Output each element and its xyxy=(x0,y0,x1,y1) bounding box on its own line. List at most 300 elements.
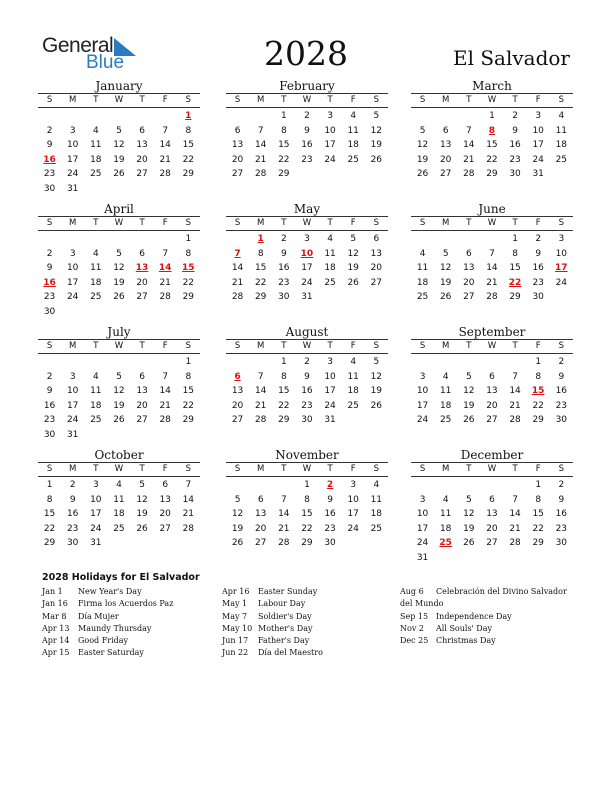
day-cell: 29 xyxy=(509,292,521,302)
weekday-label: T xyxy=(512,95,518,105)
day-cell: 25 xyxy=(347,400,359,411)
weekday-label: T xyxy=(512,464,518,474)
day-cell xyxy=(226,109,249,124)
month-title: March xyxy=(472,79,512,93)
month-title: July xyxy=(107,325,131,339)
day-cell: 1 xyxy=(280,357,287,367)
month-april xyxy=(38,202,200,319)
week-row xyxy=(226,522,388,537)
day-cell xyxy=(107,109,130,124)
day-cell: 26 xyxy=(113,169,125,179)
week-row xyxy=(38,413,200,428)
day-cell: 16 xyxy=(555,386,568,396)
holiday-name: Soldier's Day xyxy=(258,611,312,621)
day-cell: 10 xyxy=(555,248,568,259)
weekday-label: S xyxy=(419,464,426,474)
day-cell xyxy=(249,478,272,493)
day-cell: 22 xyxy=(278,400,290,411)
week-row xyxy=(411,290,573,305)
weekday-label: F xyxy=(535,218,541,228)
month-september xyxy=(411,325,573,428)
weekday-label: M xyxy=(69,464,77,474)
day-cell: 2 xyxy=(512,111,518,121)
day-cell: 22 xyxy=(182,400,195,411)
day-cell: 28 xyxy=(463,169,475,179)
week-row xyxy=(226,247,388,262)
holiday-name: Father's Day xyxy=(258,636,310,646)
day-cell: 22 xyxy=(182,154,195,165)
day-cell: 22 xyxy=(486,154,498,165)
day-cell: 16 xyxy=(278,263,290,273)
weekday-label: M xyxy=(257,464,265,474)
weekday-label: S xyxy=(373,464,380,474)
weekday-label: F xyxy=(350,218,356,228)
holiday-day: 25 xyxy=(439,538,452,548)
day-cell: 28 xyxy=(254,169,267,179)
day-cell: 15 xyxy=(301,509,313,519)
week-row xyxy=(226,507,388,522)
day-cell: 10 xyxy=(66,140,79,150)
day-cell xyxy=(61,355,84,370)
day-cell: 5 xyxy=(373,111,380,121)
day-cell: 6 xyxy=(373,234,380,244)
day-cell: 31 xyxy=(532,169,544,179)
day-cell: 23 xyxy=(509,154,521,165)
holiday-entry xyxy=(400,611,570,623)
day-cell xyxy=(319,167,342,182)
day-cell: 15 xyxy=(182,386,195,396)
weekday-label: S xyxy=(373,95,380,105)
day-cell: 29 xyxy=(254,292,267,302)
holiday-name: All Souls' Day xyxy=(436,623,492,633)
weekday-label: W xyxy=(114,464,124,474)
day-cell: 19 xyxy=(463,523,475,534)
day-cell: 22 xyxy=(43,523,56,534)
weekday-label: T xyxy=(466,218,472,228)
day-cell: 20 xyxy=(159,509,171,519)
day-cell: 24 xyxy=(66,415,79,425)
day-cell: 23 xyxy=(43,415,56,425)
day-cell: 20 xyxy=(136,277,148,288)
week-row xyxy=(226,478,388,493)
day-cell: 21 xyxy=(231,277,244,288)
holiday-name: Good Friday xyxy=(78,636,129,646)
day-cell xyxy=(480,355,503,370)
logo-general-text: General xyxy=(42,34,114,57)
week-row xyxy=(38,384,200,399)
day-cell xyxy=(249,109,272,124)
week-row xyxy=(411,522,573,537)
holiday-date: Aug 6 xyxy=(400,587,424,596)
day-cell: 14 xyxy=(278,509,290,519)
weekday-label: T xyxy=(327,464,333,474)
day-cell: 20 xyxy=(486,523,498,534)
day-cell xyxy=(38,232,61,247)
month-october xyxy=(38,448,200,551)
day-cell: 19 xyxy=(136,509,148,519)
week-row xyxy=(411,232,573,247)
day-cell xyxy=(550,167,573,182)
week-row xyxy=(226,399,388,414)
day-cell: 7 xyxy=(162,371,169,382)
day-cell: 30 xyxy=(43,183,56,194)
weekday-label: S xyxy=(46,341,53,351)
month-august xyxy=(226,325,388,428)
day-cell: 16 xyxy=(301,140,313,150)
day-cell xyxy=(480,232,503,247)
day-cell: 11 xyxy=(416,263,429,273)
week-row xyxy=(38,232,200,247)
day-cell: 4 xyxy=(442,494,449,505)
holiday-entry xyxy=(42,598,173,610)
weekday-label: F xyxy=(535,464,541,474)
weekday-label: F xyxy=(162,218,168,228)
weekday-label: M xyxy=(69,218,77,228)
day-cell: 2 xyxy=(558,480,565,490)
day-cell: 11 xyxy=(324,248,336,259)
day-cell xyxy=(107,305,130,320)
day-cell: 8 xyxy=(185,248,192,259)
weekday-label: W xyxy=(487,341,497,351)
weekday-label: F xyxy=(350,464,356,474)
weekday-label: T xyxy=(512,218,518,228)
day-cell: 7 xyxy=(512,494,518,505)
month-february xyxy=(226,79,388,182)
day-cell: 5 xyxy=(350,234,357,244)
day-cell xyxy=(177,428,200,443)
day-cell: 7 xyxy=(162,248,169,259)
weekday-label: F xyxy=(350,341,356,351)
day-cell: 19 xyxy=(416,154,429,165)
day-cell xyxy=(457,551,480,566)
day-cell: 23 xyxy=(301,154,313,165)
weekday-label: S xyxy=(419,95,426,105)
day-cell: 27 xyxy=(486,415,498,425)
day-cell: 2 xyxy=(280,234,287,244)
week-row xyxy=(38,536,200,551)
weekday-header xyxy=(38,216,200,231)
week-row xyxy=(38,138,200,153)
week-row xyxy=(38,370,200,385)
weekday-label: T xyxy=(93,464,99,474)
day-cell: 21 xyxy=(463,154,475,165)
day-cell: 29 xyxy=(278,415,290,425)
weekday-header xyxy=(38,93,200,108)
holiday-day: 1 xyxy=(257,234,264,244)
day-cell: 6 xyxy=(489,494,495,505)
weekday-header xyxy=(411,339,573,354)
holiday-entry xyxy=(222,598,323,610)
day-cell: 23 xyxy=(43,292,56,302)
day-cell: 1 xyxy=(512,234,518,244)
day-cell: 14 xyxy=(159,386,171,396)
day-cell: 4 xyxy=(419,248,426,259)
day-cell: 17 xyxy=(324,140,336,150)
weekday-label: W xyxy=(302,218,312,228)
holiday-day: 16 xyxy=(43,154,56,165)
day-cell: 31 xyxy=(324,415,336,425)
day-cell: 18 xyxy=(347,386,359,396)
weekday-label: T xyxy=(327,95,333,105)
day-cell: 11 xyxy=(439,386,452,396)
day-cell: 1 xyxy=(185,234,192,244)
day-cell: 24 xyxy=(416,415,429,425)
weekday-label: S xyxy=(234,464,241,474)
day-cell: 19 xyxy=(347,263,359,273)
day-cell: 9 xyxy=(558,371,565,382)
weekday-label: W xyxy=(302,341,312,351)
month-title: May xyxy=(293,202,321,216)
day-cell: 3 xyxy=(558,234,565,244)
day-cell: 4 xyxy=(92,371,99,382)
day-cell: 24 xyxy=(324,400,336,411)
week-row xyxy=(411,370,573,385)
holiday-name: Christmas Day xyxy=(436,636,496,646)
holiday-entry xyxy=(42,647,173,659)
day-cell: 7 xyxy=(512,371,518,382)
weekday-label: F xyxy=(162,464,168,474)
weekday-label: S xyxy=(419,218,426,228)
holiday-date: Nov 2 xyxy=(400,623,424,633)
week-row xyxy=(38,276,200,291)
day-cell xyxy=(411,109,434,124)
day-cell: 11 xyxy=(90,263,102,273)
holiday-name: Labour Day xyxy=(258,599,306,609)
day-cell: 16 xyxy=(532,263,544,273)
day-cell: 25 xyxy=(555,154,568,165)
day-cell: 10 xyxy=(324,371,336,382)
weekday-label: W xyxy=(487,218,497,228)
day-cell: 4 xyxy=(373,480,380,490)
week-row xyxy=(411,507,573,522)
day-cell: 3 xyxy=(69,371,76,382)
day-cell: 19 xyxy=(439,277,452,288)
day-cell: 18 xyxy=(90,277,102,288)
week-row xyxy=(38,182,200,197)
day-cell: 25 xyxy=(370,523,383,534)
day-cell: 7 xyxy=(489,248,495,259)
day-cell: 8 xyxy=(304,494,310,505)
day-cell: 4 xyxy=(116,480,122,490)
day-cell: 15 xyxy=(278,386,290,396)
day-cell: 7 xyxy=(257,371,264,382)
day-cell: 12 xyxy=(416,140,429,150)
weekday-label: S xyxy=(46,218,53,228)
day-cell: 30 xyxy=(555,538,568,548)
day-cell: 2 xyxy=(558,357,565,367)
day-cell: 21 xyxy=(486,277,498,288)
day-cell: 1 xyxy=(46,480,53,490)
day-cell: 12 xyxy=(136,494,148,505)
weekday-label: S xyxy=(234,95,241,105)
week-row xyxy=(226,124,388,139)
day-cell: 28 xyxy=(231,292,244,302)
day-cell: 9 xyxy=(327,494,333,505)
day-cell xyxy=(154,428,177,443)
day-cell: 11 xyxy=(113,494,125,505)
day-cell xyxy=(154,109,177,124)
holiday-entry xyxy=(42,586,173,598)
day-cell: 13 xyxy=(370,248,383,259)
day-cell: 5 xyxy=(116,125,122,136)
day-cell: 13 xyxy=(136,140,148,150)
week-row xyxy=(226,261,388,276)
day-cell: 21 xyxy=(159,400,171,411)
day-cell xyxy=(550,290,573,305)
day-cell: 12 xyxy=(370,371,383,382)
day-cell: 25 xyxy=(416,292,429,302)
week-row xyxy=(226,276,388,291)
weekday-label: F xyxy=(350,95,356,105)
day-cell xyxy=(84,305,107,320)
weekday-label: T xyxy=(466,95,472,105)
calendar-year: 2028 xyxy=(264,34,348,73)
holiday-entry xyxy=(222,635,323,647)
day-cell: 30 xyxy=(301,415,313,425)
day-cell: 19 xyxy=(113,277,125,288)
weekday-header xyxy=(226,339,388,354)
day-cell: 25 xyxy=(90,292,102,302)
day-cell: 17 xyxy=(301,263,313,273)
day-cell: 25 xyxy=(113,523,125,534)
day-cell: 24 xyxy=(532,154,544,165)
weekday-label: W xyxy=(302,95,312,105)
weekday-label: T xyxy=(281,95,287,105)
day-cell: 24 xyxy=(301,277,313,288)
day-cell xyxy=(131,182,154,197)
day-cell: 20 xyxy=(254,523,267,534)
week-row xyxy=(226,138,388,153)
weekday-label: T xyxy=(139,218,145,228)
holiday-date: Apr 16 xyxy=(222,587,250,596)
day-cell: 15 xyxy=(182,140,195,150)
holiday-name: Maundy Thursday xyxy=(78,623,152,633)
day-cell: 26 xyxy=(463,538,475,548)
week-row xyxy=(411,247,573,262)
day-cell: 17 xyxy=(416,523,429,534)
day-cell: 24 xyxy=(555,277,568,288)
month-title: April xyxy=(104,202,134,216)
weekday-label: F xyxy=(535,341,541,351)
day-cell: 24 xyxy=(66,292,79,302)
day-cell xyxy=(84,182,107,197)
holiday-entry xyxy=(222,611,323,623)
weekday-label: S xyxy=(419,341,426,351)
day-cell xyxy=(272,478,295,493)
weekday-header xyxy=(226,216,388,231)
holiday-day: 17 xyxy=(555,263,568,273)
holiday-name: Independence Day xyxy=(436,611,512,621)
day-cell xyxy=(365,290,388,305)
day-cell xyxy=(131,305,154,320)
day-cell xyxy=(177,182,200,197)
weekday-header xyxy=(226,462,388,477)
day-cell xyxy=(342,413,365,428)
month-title: October xyxy=(94,448,144,462)
holiday-day: 22 xyxy=(508,277,522,288)
day-cell: 8 xyxy=(280,125,287,136)
weekday-label: T xyxy=(281,341,287,351)
day-cell: 21 xyxy=(159,154,171,165)
day-cell: 8 xyxy=(280,371,287,382)
day-cell: 9 xyxy=(535,248,542,259)
holiday-entry xyxy=(222,623,323,635)
day-cell: 29 xyxy=(301,538,313,548)
day-cell: 22 xyxy=(532,523,544,534)
holidays-column xyxy=(222,586,323,660)
holiday-day: 8 xyxy=(488,125,496,136)
month-title: November xyxy=(275,448,339,462)
day-cell: 14 xyxy=(509,509,521,519)
day-cell: 20 xyxy=(439,154,452,165)
day-cell: 5 xyxy=(139,480,145,490)
month-title: August xyxy=(285,325,329,339)
weekday-label: T xyxy=(327,218,333,228)
week-row xyxy=(226,493,388,508)
day-cell: 22 xyxy=(278,154,290,165)
day-cell xyxy=(84,109,107,124)
day-cell: 26 xyxy=(231,538,244,548)
weekday-header xyxy=(411,462,573,477)
month-november xyxy=(226,448,388,551)
week-row xyxy=(411,109,573,124)
weekday-label: W xyxy=(114,218,124,228)
day-cell: 21 xyxy=(182,509,195,519)
weekday-label: T xyxy=(466,341,472,351)
holiday-entry xyxy=(400,623,570,635)
weekday-label: T xyxy=(139,95,145,105)
holiday-entry xyxy=(400,635,570,647)
day-cell: 3 xyxy=(92,480,99,490)
day-cell: 22 xyxy=(301,523,313,534)
week-row xyxy=(226,536,388,551)
day-cell: 3 xyxy=(69,125,76,136)
week-row xyxy=(226,153,388,168)
day-cell: 4 xyxy=(327,234,333,244)
day-cell: 27 xyxy=(136,415,148,425)
day-cell: 14 xyxy=(254,140,267,150)
day-cell: 4 xyxy=(442,371,449,382)
day-cell: 29 xyxy=(278,169,290,179)
day-cell: 9 xyxy=(69,494,76,505)
day-cell: 2 xyxy=(46,371,53,382)
weekday-label: T xyxy=(281,218,287,228)
day-cell: 9 xyxy=(512,125,518,136)
week-row xyxy=(38,493,200,508)
day-cell: 6 xyxy=(489,371,495,382)
day-cell: 24 xyxy=(416,538,429,548)
day-cell: 18 xyxy=(347,140,359,150)
holiday-day: 15 xyxy=(531,386,545,396)
day-cell: 11 xyxy=(90,386,102,396)
weekday-label: W xyxy=(487,464,497,474)
day-cell: 8 xyxy=(46,494,53,505)
week-row xyxy=(226,384,388,399)
day-cell xyxy=(131,355,154,370)
day-cell: 17 xyxy=(90,509,102,519)
week-row xyxy=(38,478,200,493)
weekday-label: T xyxy=(93,95,99,105)
day-cell: 6 xyxy=(442,125,449,136)
day-cell: 11 xyxy=(347,371,359,382)
day-cell: 17 xyxy=(347,509,359,519)
day-cell: 27 xyxy=(486,538,498,548)
day-cell: 15 xyxy=(532,509,544,519)
month-december xyxy=(411,448,573,565)
day-cell: 28 xyxy=(182,523,195,534)
day-cell: 29 xyxy=(182,292,195,302)
weekday-label: T xyxy=(466,464,472,474)
